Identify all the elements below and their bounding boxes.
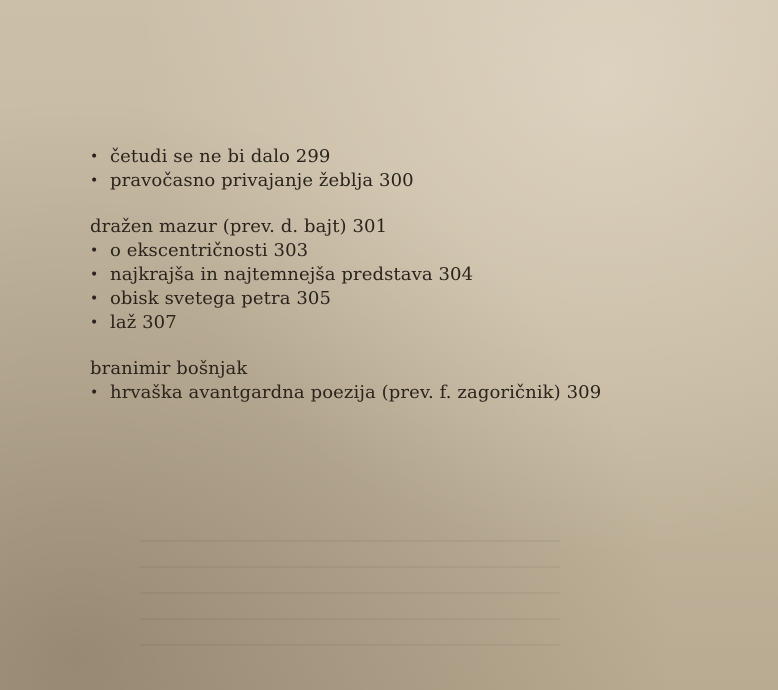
bullet-icon: • (90, 173, 99, 189)
toc-entry (90, 239, 730, 263)
toc-entry-text: obisk svetega petra 305 (110, 288, 332, 309)
toc-entry-text: najkrajša in najtemnejša predstava 304 (110, 264, 474, 285)
toc-entry-text: pravočasno privajanje žeblja 300 (110, 170, 414, 191)
toc-entry (90, 263, 730, 287)
author-heading: branimir bošnjak (90, 358, 248, 379)
bullet-icon: • (90, 315, 99, 331)
toc-entry (90, 169, 730, 193)
toc-section-3 (90, 357, 730, 405)
bullet-icon: • (90, 385, 99, 401)
author-heading: dražen mazur (prev. d. bajt) 301 (90, 216, 388, 237)
toc-section-1 (90, 145, 730, 193)
toc-entry (90, 311, 730, 335)
table-of-contents (90, 145, 730, 405)
bullet-icon: • (90, 149, 99, 165)
toc-entry (90, 145, 730, 169)
toc-entry-text: hrvaška avantgardna poezija (prev. f. zagoričnik) 309 (110, 382, 602, 403)
toc-entry-text: laž 307 (110, 312, 177, 333)
toc-entry (90, 381, 730, 405)
bullet-icon: • (90, 291, 99, 307)
bullet-icon: • (90, 267, 99, 283)
toc-section-2 (90, 215, 730, 335)
toc-entry-text: četudi se ne bi dalo 299 (110, 146, 331, 167)
bullet-icon: • (90, 243, 99, 259)
toc-entry (90, 287, 730, 311)
bleed-through-text (140, 540, 560, 670)
toc-entry-text: o ekscentričnosti 303 (110, 240, 309, 261)
